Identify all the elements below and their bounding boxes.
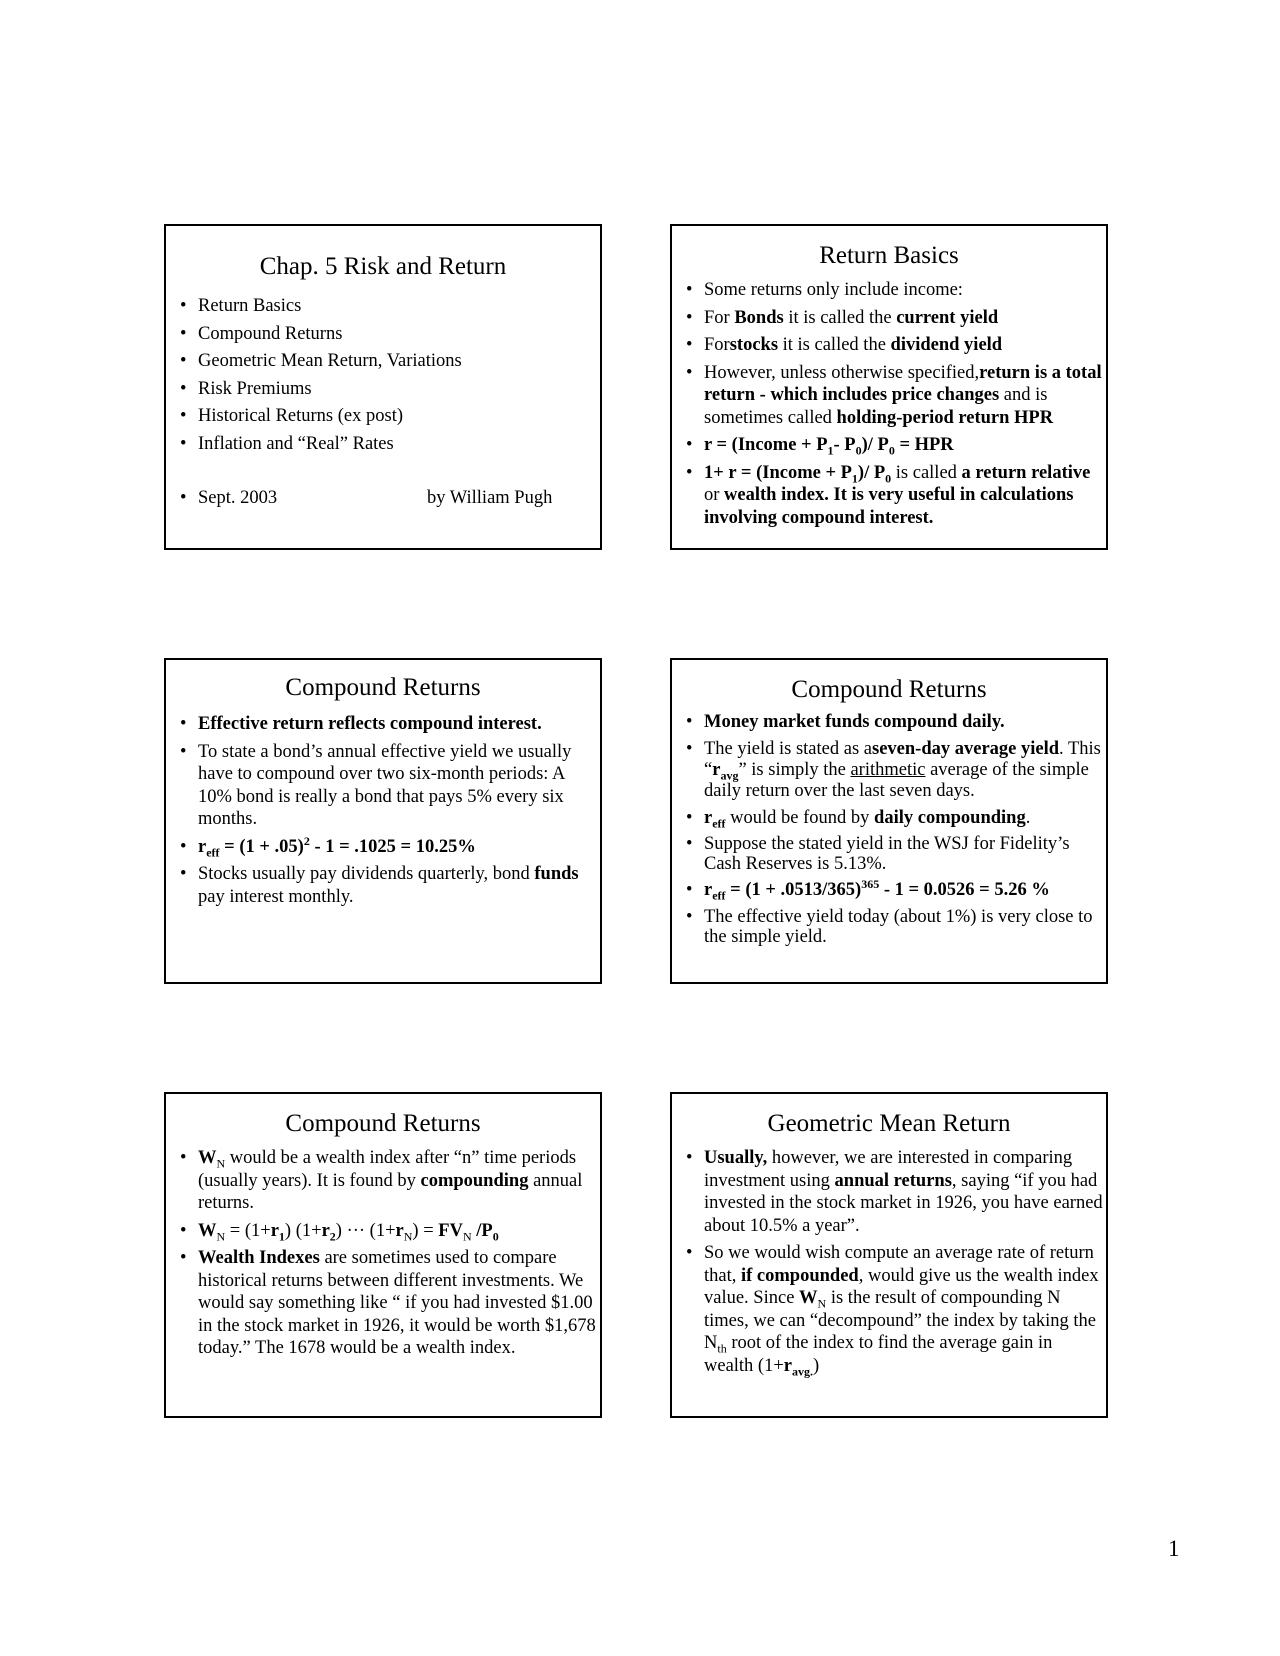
list-item-formula: • $r_{eff} = (1 + .0513/365)^{365} - 1 = 0.0526 = 5.26$ %: [686, 876, 1050, 903]
list-item: • Usually, however, we are interested in comparing investment using annual returns, saying “if you had invested in the stock market in 1926, you have earned about 10.5% a year”.: [686, 1148, 1103, 1236]
bullet-list: [166, 1147, 600, 1360]
list-item: • The effective yield today (about 1%) is very close to the simple yield.: [686, 906, 1093, 947]
list-item: • Money market funds compound daily.: [686, 712, 1005, 732]
bullet-list: [672, 711, 1106, 947]
list-item: • To state a bond’s annual effective yield we usually have to compound over two six-month periods: A 10% bond is really a bond that pays 5% every six months.: [180, 741, 572, 829]
list-item-date-author: • Sept. 2003 by William Pugh: [180, 488, 553, 508]
list-item: • Geometric Mean Return, Variations: [180, 351, 462, 371]
slide-title: Compound Returns: [285, 1110, 481, 1137]
author-text: by William Pugh: [427, 488, 553, 508]
list-item: • Return Basics: [180, 296, 302, 316]
slide-return-basics: [670, 224, 1108, 550]
slide-title: Chap. 5 Risk and Return: [259, 253, 507, 280]
list-item: • Forstocks it is called the dividend yield: [686, 335, 1003, 355]
topic-list: [166, 295, 600, 510]
bullet-list: [672, 1147, 1106, 1377]
list-item-hpr-formula: • r = (Income + $P_1-$ $P_0)/$ $P_0$ = HPR: [686, 435, 954, 458]
list-item: • Historical Returns (ex post): [180, 406, 403, 426]
list-item-formula: • $r_{eff} = (1 + .05)^2 - 1 = .1025 = 10.25\%$: [180, 833, 476, 860]
slide-title: Compound Returns: [285, 674, 481, 701]
slide-risk-and-return: [164, 224, 602, 550]
list-item: • Some returns only include income:: [686, 280, 963, 300]
date-text: Sept. 2003: [198, 488, 278, 508]
slide-geometric-mean-return: [670, 1092, 1108, 1418]
list-item-formula: • $W_N = (1+r_1)$ $(1+r_2)$ ··· $(1+r_N) = FV_N$ $/P_0$: [180, 1220, 499, 1244]
list-item: • Suppose the stated yield in the WSJ for Fidelity’s Cash Reserves is 5.13%.: [686, 834, 1070, 874]
list-item: • Stocks usually pay dividends quarterly, bond funds pay interest monthly.: [180, 864, 579, 907]
list-item: • However, unless otherwise specified,return is a total return - which includes price changes and is sometimes called holding-period return HPR: [686, 362, 1102, 428]
list-item: • Risk Premiums: [180, 378, 312, 399]
list-item: • Effective return reflects compound interest.: [180, 714, 542, 734]
list-item: • The yield is stated as aseven-day average yield. This “$r_{avg}$” is simply the arithmetic average of the simple daily return over the last seven days.: [686, 738, 1101, 801]
list-item: • For Bonds it is called the current yield: [686, 307, 999, 328]
list-item: • $W_N$ would be a wealth index after “n” time periods (usually years). It is found by compounding annual returns.: [180, 1148, 583, 1213]
slide-compound-returns-2: [670, 658, 1108, 984]
list-item: • So we would wish compute an average rate of return that, if compounded, would give us the wealth index value. Since $W_N$ is the result of compounding N times, we can “decompound” the index by taking the $N_{th}$ root of the index to find the average gain in wealth $(1+r_{avg.})$: [686, 1243, 1099, 1379]
list-item-return-relative: • 1+ r = (Income + $P_1)/$ $P_0$ is called a return relative or wealth index. It is very useful in calculations involving compound interest.: [686, 462, 1091, 528]
page-number: 1: [1168, 1536, 1180, 1561]
list-item: • Inflation and “Real” Rates: [180, 433, 394, 454]
list-item: • $r_{eff}$ would be found by daily compounding.: [686, 807, 1031, 831]
list-item: • Wealth Indexes are sometimes used to compare historical returns between different investments. We would say something like “ if you had invested $1.00 in the stock market in 1926, it would be worth $1,678 today.” The 1678 would be a wealth index.: [180, 1248, 596, 1358]
slide-title: Geometric Mean Return: [767, 1110, 1011, 1137]
slide-compound-returns-1: [164, 658, 602, 984]
slide-title: Compound Returns: [791, 676, 987, 703]
bullet-list: [166, 713, 600, 908]
list-item: • Compound Returns: [180, 323, 343, 344]
slide-compound-returns-3: [164, 1092, 602, 1418]
bullet-list: [672, 279, 1106, 529]
slide-title: Return Basics: [819, 242, 959, 269]
